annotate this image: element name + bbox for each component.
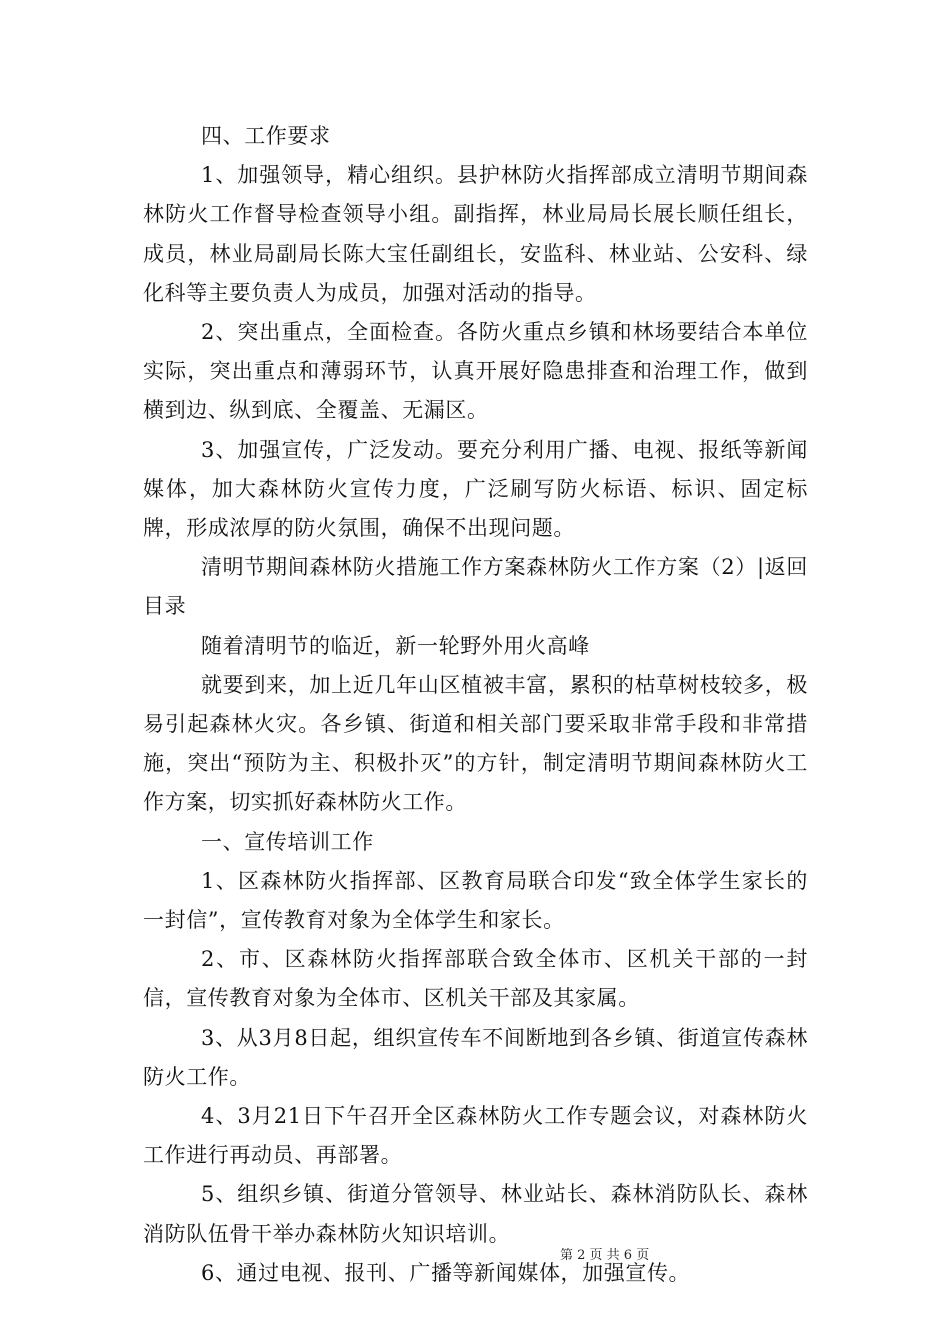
list-item-5: 5、组织乡镇、街道分管领导、林业站长、森林消防队长、森林消防队伍骨干举办森林防火知识培训。 <box>143 1182 808 1246</box>
page-number-footer: 第 2 页 共 6 页 <box>560 1248 650 1263</box>
section-heading-work-requirements: 四、工作要求 <box>201 124 331 148</box>
list-item-6: 6、通过电视、报刊、广播等新闻媒体，加强宣传。 <box>201 1260 691 1285</box>
list-item-3: 3、从3月8日起，组织宣传车不间断地到各乡镇、街道宣传森林防火工作。 <box>143 1025 808 1089</box>
document-body <box>143 117 808 1293</box>
plan-title-return-link: 清明节期间森林防火措施工作方案森林防火工作方案（2）|返回目录 <box>143 555 808 619</box>
paragraph-leadership: 1、加强领导，精心组织。县护林防火指挥部成立清明节期间森林防火工作督导检查领导小组。副指挥，林业局局长展长顺任组长，成员，林业局副局长陈大宝任副组长，安监科、林业站、公安科、绿化科等主要负责人为成员，加强对活动的指导。 <box>143 163 808 305</box>
paragraph-intro-line: 随着清明节的临近，新一轮野外用火高峰 <box>201 633 590 658</box>
paragraph-inspection: 2、突出重点，全面检查。各防火重点乡镇和林场要结合本单位实际，突出重点和薄弱环节，认真开展好隐患排查和治理工作，做到横到边、纵到底、全覆盖、无漏区。 <box>143 320 808 423</box>
paragraph-publicity: 3、加强宣传，广泛发动。要充分利用广播、电视、报纸等新闻媒体，加大森林防火宣传力度，广泛刷写防火标语、标识、固定标牌，形成浓厚的防火氛围，确保不出现问题。 <box>143 437 808 541</box>
section-heading-training: 一、宣传培训工作 <box>201 829 374 854</box>
paragraph-intro-body: 就要到来，加上近几年山区植被丰富，累积的枯草树枝较多，极易引起森林火灾。各乡镇、街道和相关部门要采取非常手段和非常措施，突出“预防为主、积极扑灭”的方针，制定清明节期间森林防火工作方案，切实抓好森林防火工作。 <box>143 672 808 815</box>
list-item-2: 2、市、区森林防火指挥部联合致全体市、区机关干部的一封信，宣传教育对象为全体市、区机关干部及其家属。 <box>143 947 808 1011</box>
list-item-1: 1、区森林防火指挥部、区教育局联合印发“致全体学生家长的一封信”，宣传教育对象为全体学生和家长。 <box>143 868 808 933</box>
list-item-4: 4、3月21日下午召开全区森林防火工作专题会议，对森林防火工作进行再动员、再部署。 <box>143 1104 808 1168</box>
